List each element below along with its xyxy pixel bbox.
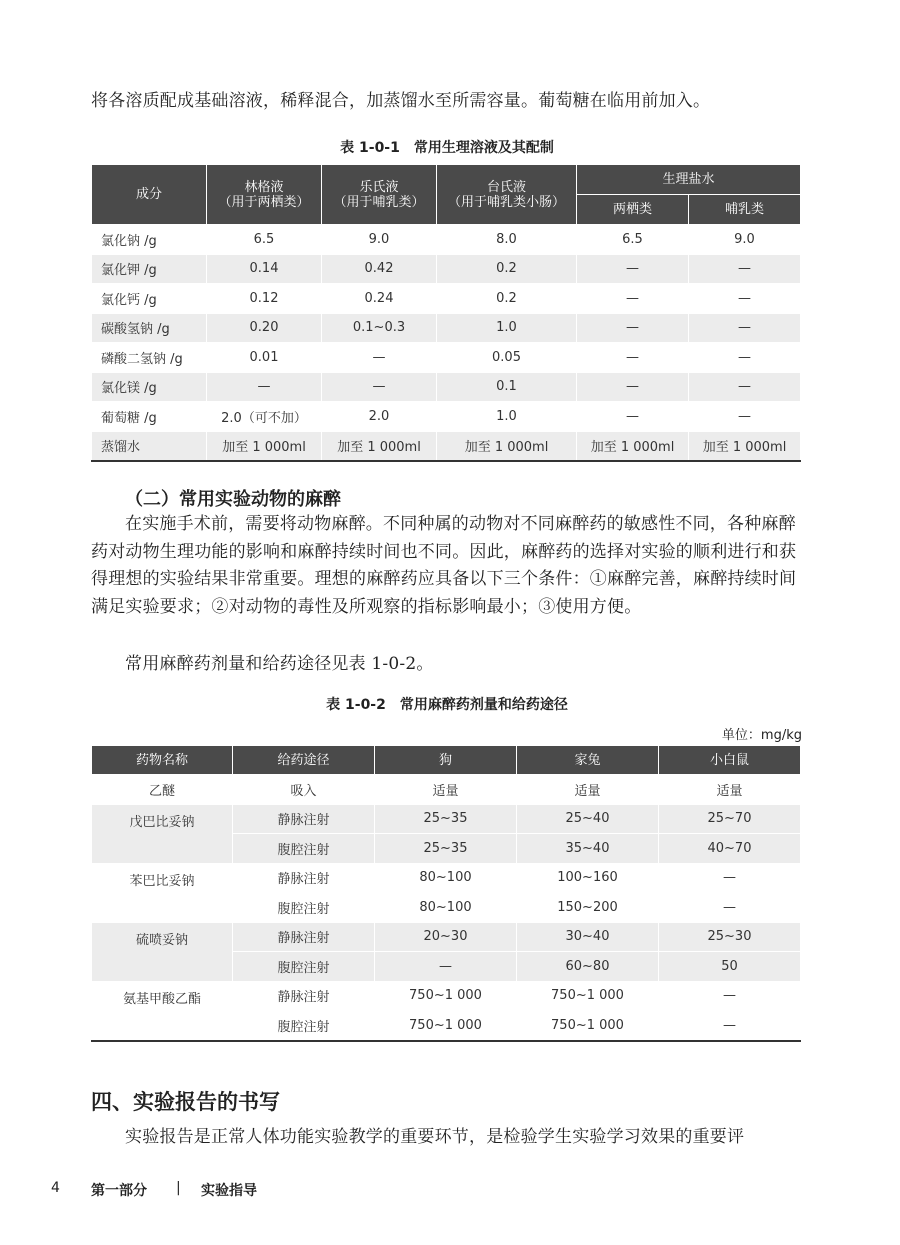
header-saline-amphibian: 两栖类 <box>577 195 689 225</box>
route: 腹腔注射 <box>233 893 375 923</box>
table-cell: — <box>689 372 801 402</box>
table-cell: 氯化钾 /g <box>92 254 207 284</box>
dose-rabbit: 750~1 000 <box>517 981 659 1011</box>
table-cell: — <box>322 372 437 402</box>
dose-rabbit: 750~1 000 <box>517 1011 659 1041</box>
table-cell: — <box>689 313 801 343</box>
table-cell: — <box>577 343 689 373</box>
table-cell: 0.1~0.3 <box>322 313 437 343</box>
section2-reference: 常用麻醉药剂量和给药途径见表 1-0-2。 <box>125 654 434 674</box>
route: 腹腔注射 <box>233 952 375 982</box>
table-cell: 0.12 <box>207 284 322 314</box>
table-cell: 蒸馏水 <box>92 431 207 461</box>
route: 静脉注射 <box>233 922 375 952</box>
dose-rabbit: 35~40 <box>517 834 659 864</box>
dose-mouse: 适量 <box>659 775 801 805</box>
route: 静脉注射 <box>233 804 375 834</box>
anesthetic-dosage-table <box>91 745 801 1042</box>
table-cell: 0.2 <box>437 254 577 284</box>
header-ringer: 林格液 （用于两栖类） <box>207 165 322 225</box>
table1-caption: 表 1-0-1 常用生理溶液及其配制 <box>340 140 554 156</box>
dose-mouse: 40~70 <box>659 834 801 864</box>
table-cell: 9.0 <box>689 225 801 255</box>
route: 腹腔注射 <box>233 1011 375 1041</box>
header-saline: 生理盐水 <box>577 165 801 195</box>
physiological-solutions-table <box>91 164 801 462</box>
header-mouse: 小白鼠 <box>659 746 801 775</box>
table-cell: — <box>577 372 689 402</box>
table-cell: — <box>577 284 689 314</box>
drug-name: 硫喷妥钠 <box>92 922 233 981</box>
table2-caption: 表 1-0-2 常用麻醉药剂量和给药途径 <box>326 697 568 713</box>
table-cell: — <box>689 254 801 284</box>
table-cell: 葡萄糖 /g <box>92 402 207 432</box>
header-dog: 狗 <box>375 746 517 775</box>
table-cell: 2.0 <box>322 402 437 432</box>
table-cell: 0.24 <box>322 284 437 314</box>
table-cell: 氯化镁 /g <box>92 372 207 402</box>
table-cell: — <box>689 343 801 373</box>
header-route: 给药途径 <box>233 746 375 775</box>
table-cell: 1.0 <box>437 402 577 432</box>
table-cell: 2.0（可不加） <box>207 402 322 432</box>
table-cell: 磷酸二氢钠 /g <box>92 343 207 373</box>
drug-name: 苯巴比妥钠 <box>92 863 233 922</box>
table-cell: 氯化钙 /g <box>92 284 207 314</box>
page-number: 4 <box>51 1180 60 1196</box>
dose-mouse: — <box>659 863 801 893</box>
dose-dog: 750~1 000 <box>375 1011 517 1041</box>
dose-dog: 80~100 <box>375 893 517 923</box>
dose-mouse: 50 <box>659 952 801 982</box>
table-cell: 8.0 <box>437 225 577 255</box>
dose-mouse: 25~70 <box>659 804 801 834</box>
table-cell: 0.2 <box>437 284 577 314</box>
table-cell: 加至 1 000ml <box>577 431 689 461</box>
dose-mouse: 25~30 <box>659 922 801 952</box>
dose-dog: 25~35 <box>375 804 517 834</box>
section2-heading: （二）常用实验动物的麻醉 <box>125 489 341 510</box>
table-cell: 9.0 <box>322 225 437 255</box>
dose-dog: 适量 <box>375 775 517 805</box>
table-cell: 6.5 <box>207 225 322 255</box>
dose-dog: 80~100 <box>375 863 517 893</box>
dose-dog: 750~1 000 <box>375 981 517 1011</box>
footer-part: 第一部分 <box>91 1183 147 1199</box>
dose-rabbit: 150~200 <box>517 893 659 923</box>
header-drug: 药物名称 <box>92 746 233 775</box>
drug-name: 氨基甲酸乙酯 <box>92 981 233 1041</box>
header-component: 成分 <box>92 165 207 225</box>
table-cell: 氯化钠 /g <box>92 225 207 255</box>
dose-rabbit: 适量 <box>517 775 659 805</box>
table-cell: — <box>577 402 689 432</box>
dose-mouse: — <box>659 1011 801 1041</box>
section4-heading: 四、实验报告的书写 <box>91 1090 280 1114</box>
route: 腹腔注射 <box>233 834 375 864</box>
table-cell: 0.42 <box>322 254 437 284</box>
dose-rabbit: 25~40 <box>517 804 659 834</box>
table-cell: — <box>577 254 689 284</box>
table-cell: 加至 1 000ml <box>437 431 577 461</box>
table-cell: 加至 1 000ml <box>207 431 322 461</box>
section4-paragraph: 实验报告是正常人体功能实验教学的重要环节，是检验学生实验学习效果的重要评 <box>125 1127 745 1147</box>
drug-name: 戊巴比妥钠 <box>92 804 233 863</box>
table-cell: — <box>207 372 322 402</box>
table2-unit: 单位：mg/kg <box>721 728 802 743</box>
intro-paragraph: 将各溶质配成基础溶液，稀释混合，加蒸馏水至所需容量。葡萄糖在临用前加入。 <box>91 91 711 111</box>
table-cell: 0.1 <box>437 372 577 402</box>
dose-dog: 20~30 <box>375 922 517 952</box>
table-cell: 加至 1 000ml <box>322 431 437 461</box>
table-cell: — <box>689 402 801 432</box>
route: 静脉注射 <box>233 981 375 1011</box>
table-cell: 碳酸氢钠 /g <box>92 313 207 343</box>
route: 静脉注射 <box>233 863 375 893</box>
header-tyrode: 台氏液 （用于哺乳类小肠） <box>437 165 577 225</box>
table-cell: 0.20 <box>207 313 322 343</box>
header-rabbit: 家兔 <box>517 746 659 775</box>
table-cell: 0.05 <box>437 343 577 373</box>
header-locke: 乐氏液 （用于哺乳类） <box>322 165 437 225</box>
dose-rabbit: 60~80 <box>517 952 659 982</box>
table-cell: — <box>322 343 437 373</box>
table-cell: 加至 1 000ml <box>689 431 801 461</box>
drug-name: 乙醚 <box>92 775 233 805</box>
header-saline-mammal: 哺乳类 <box>689 195 801 225</box>
table-cell: 1.0 <box>437 313 577 343</box>
table-cell: — <box>689 284 801 314</box>
route: 吸入 <box>233 775 375 805</box>
table-cell: 6.5 <box>577 225 689 255</box>
dose-dog: 25~35 <box>375 834 517 864</box>
dose-rabbit: 30~40 <box>517 922 659 952</box>
footer-chapter: 实验指导 <box>201 1183 257 1199</box>
table-cell: — <box>577 313 689 343</box>
dose-rabbit: 100~160 <box>517 863 659 893</box>
section2-paragraph: 在实施手术前，需要将动物麻醉。不同种属的动物对不同麻醉药的敏感性不同，各种麻醉药对动物生理功能的影响和麻醉持续时间也不同。因此，麻醉药的选择对实验的顺利进行和获得理想的实验结果非常重要。理想的麻醉药应具备以下三个条件：①麻醉完善，麻醉持续时间满足实验要求；②对动物的毒性及所观察的指标影响最小；③使用方便。 <box>91 514 797 617</box>
footer-separator: | <box>176 1180 181 1196</box>
table-cell: 0.14 <box>207 254 322 284</box>
dose-mouse: — <box>659 893 801 923</box>
dose-dog: — <box>375 952 517 982</box>
dose-mouse: — <box>659 981 801 1011</box>
table-cell: 0.01 <box>207 343 322 373</box>
